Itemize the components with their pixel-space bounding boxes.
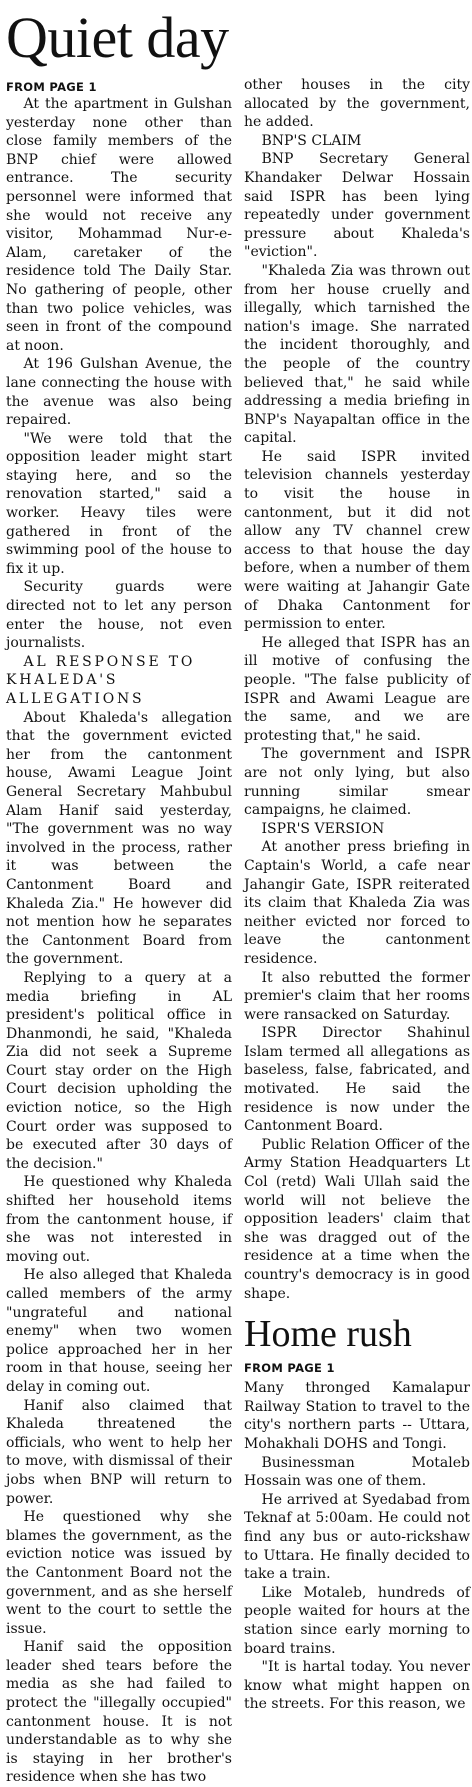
section-subhead: ISPR'S VERSION — [261, 820, 385, 837]
left-column — [6, 78, 232, 1787]
article-paragraph: BNP Secretary General Khandaker Delwar Hossain said ISPR has been lying repeatedly under government pressure about Khaleda's "eviction". — [244, 151, 470, 261]
article-paragraph: He said ISPR invited television channels yesterday to visit the house in cantonment, but it did not allow any TV channel crew access to that house the day before, when a number of them were waiting at Jahangir Gate of Dhaka Cantonment for permission to enter. — [244, 448, 470, 633]
article-paragraph: He questioned why she blames the government, as the eviction notice was issued by the Cantonment Board not the government, and as she herself went to the court to settle the issue. — [6, 1509, 232, 1637]
article-paragraph: He arrived at Syedabad from Teknaf at 5:00am. He could not find any bus or auto-rickshaw to Uttara. He finally decided to take a train. — [244, 1491, 470, 1583]
second-story-headline: Home rush — [244, 1313, 412, 1356]
article-paragraph: Security guards were directed not to let any person enter the house, not even journalists. — [6, 579, 232, 652]
article-paragraph: Public Relation Officer of the Army Station Headquarters Lt Col (retd) Wali Ullah said the world will not believe the opposition leaders' claim that she was dragged out of the residence at a time when the country's democracy is in good shape. — [244, 1136, 470, 1302]
article-paragraph: At the apartment in Gulshan yesterday none other than close family members of the BNP chief were allowed entrance. The security personnel were informed that she would not receive any visitor, Mohammad Nur-e-Alam, caretaker of the residence told The Daily Star. No gathering of people, other than two police vehicles, was seen in front of the compound at noon. — [6, 96, 232, 354]
article-paragraph: At 196 Gulshan Avenue, the lane connecting the house with the avenue was also being repaired. — [6, 356, 232, 429]
article-paragraph: other houses in the city allocated by the government, he added. — [244, 77, 470, 131]
section-subhead: AL RESPONSE TO KHALEDA'S ALLEGATIONS — [6, 653, 196, 707]
article-paragraph: He also alleged that Khaleda called members of the army "ungrateful and national enemy" when two women police approached her in her room in that house, seeing her delay in coming out. — [6, 1267, 232, 1395]
article-paragraph: "It is hartal today. You never know what might happen on the streets. For this reason, we — [244, 1659, 470, 1713]
article-paragraph: ISPR Director Shahinul Islam termed all allegations as baseless, false, fabricated, and motivated. He said the residence is now under the Cantonment Board. — [244, 1025, 470, 1135]
right-column — [244, 76, 470, 1714]
article-paragraph: "We were told that the opposition leader might start staying here, and so the renovation started," said a worker. Heavy tiles were gathered in front of the swimming pool of the house to fix it up. — [6, 430, 232, 577]
section-subhead: BNP'S CLAIM — [261, 132, 362, 149]
second-story-jump-line: FROM PAGE 1 — [244, 1361, 335, 1376]
jump-line: FROM PAGE 1 — [6, 80, 97, 94]
article-paragraph: The government and ISPR are not only lying, but also running similar smear campaigns, he claimed. — [244, 746, 470, 819]
article-paragraph: It also rebutted the former premier's claim that her rooms were ransacked on Saturday. — [244, 969, 470, 1023]
article-paragraph: At another press briefing in Captain's World, a cafe near Jahangir Gate, ISPR reiterated its claim that Khaleda Zia was neither evicted nor forced to leave the cantonment residence. — [244, 839, 470, 967]
article-paragraph: Replying to a query at a media briefing in AL president's political office in Dhanmondi, he said, "Khaleda Zia did not seek a Supreme Court stay order on the High Court decision upholding the eviction notice, so the High Court order was supposed to be executed after 30 days of the decision." — [6, 969, 232, 1172]
article-paragraph: Like Motaleb, hundreds of people waited for hours at the station since early morning to board trains. — [244, 1584, 470, 1657]
article-paragraph: He alleged that ISPR has an ill motive of confusing the people. "The false publicity of ISPR and Awami League are the same, and we are protesting that," he said. — [244, 634, 470, 744]
article-paragraph: Many thronged Kamalapur Railway Station to travel to the city's northern parts -- Uttara, Mohakhali DOHS and Tongi. — [244, 1380, 470, 1452]
article-paragraph: Businessman Motaleb Hossain was one of them. — [244, 1454, 470, 1490]
left-column-body — [6, 95, 232, 1787]
second-story-body — [244, 1379, 470, 1714]
right-column-body — [244, 76, 470, 1303]
article-paragraph: Hanif said the opposition leader shed tears before the media as she had failed to protect the "illegally occupied" cantonment house. It is not understandable as to why she is staying in her brother's residence when she has two — [6, 1639, 232, 1786]
article-paragraph: Hanif also claimed that Khaleda threatened the officials, who went to help her to move, with dismissal of their jobs when BNP will return to power. — [6, 1397, 232, 1507]
article-paragraph: "Khaleda Zia was thrown out from her house cruelly and illegally, which tarnished the nation's image. She narrated the incident thoroughly, and the people of the country believed that," he said while addressing a media briefing in BNP's Nayapaltan office in the capital. — [244, 262, 470, 447]
article-paragraph: About Khaleda's allegation that the government evicted her from the cantonment house, Awami League Joint General Secretary Mahbubul Alam Hanif said yesterday, "The government was no way involved in the process, rather it was between the Cantonment Board and Khaleda Zia." He however did not mention how he separates the Cantonment Board from the government. — [6, 709, 232, 968]
story-headline: Quiet day — [6, 5, 229, 70]
article-paragraph: He questioned why Khaleda shifted her household items from the cantonment house, if she was not interested in moving out. — [6, 1174, 232, 1265]
